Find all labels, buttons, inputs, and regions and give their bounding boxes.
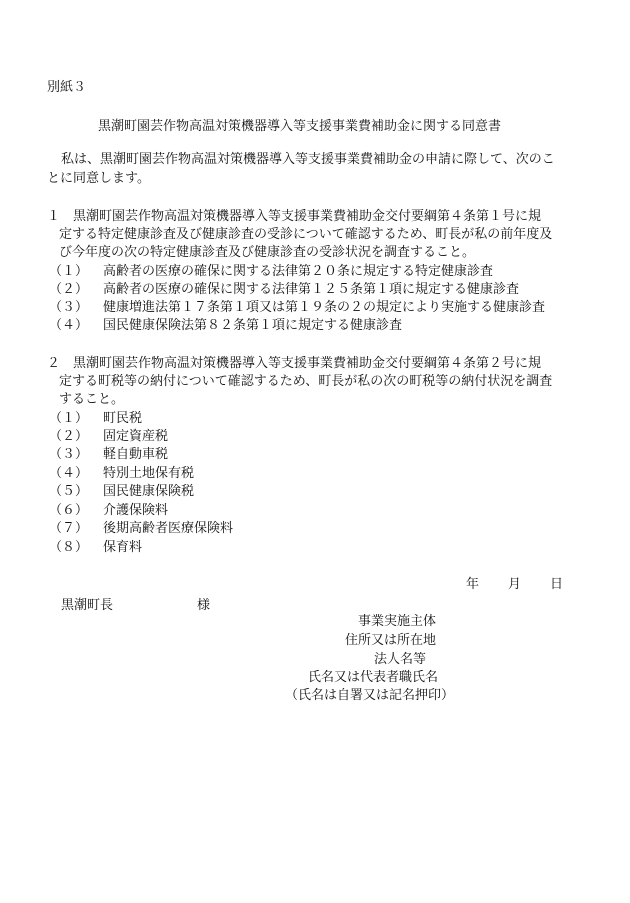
addressee: 黒潮町長 xyxy=(61,598,114,613)
section1-item-2-number: （２） xyxy=(49,282,89,297)
section2-item-3-number: （３） xyxy=(49,447,89,462)
honorific: 様 xyxy=(197,598,211,613)
signature-name-label: 氏名又は代表者職氏名 xyxy=(307,670,438,685)
section1-item-3-number: （３） xyxy=(49,300,89,315)
section2-item-4-number: （４） xyxy=(49,466,89,481)
section2-line-1: ２ 黒潮町園芸作物高温対策機器導入等支援事業費補助金交付要綱第４条第２号に規 xyxy=(47,356,542,371)
signature-corp-name-label: 法人名等 xyxy=(373,652,426,667)
section1-line-3: び今年度の次の特定健康診査及び健康診査の受診状況を調査すること。 xyxy=(59,245,476,260)
annex-label: 別紙３ xyxy=(47,80,87,95)
section2-item-8-number: （８） xyxy=(49,540,89,555)
section2-item-1-text: 町民税 xyxy=(103,411,143,426)
signature-entity-label: 事業実施主体 xyxy=(357,614,436,629)
signature-address-label: 住所又は所在地 xyxy=(344,633,436,648)
section2-item-5-number: （５） xyxy=(49,484,89,499)
section2-item-8-text: 保育料 xyxy=(103,540,143,555)
section2-item-7-number: （７） xyxy=(49,521,89,536)
section2-item-2-text: 固定資産税 xyxy=(103,429,169,444)
section2-line-2: 定する町税等の納付について確認するため、町長が私の次の町税等の納付状況を調査 xyxy=(59,374,553,389)
section2-item-5-text: 国民健康保険税 xyxy=(103,484,195,499)
date-day: 日 xyxy=(550,577,564,592)
section2-item-1-number: （１） xyxy=(49,411,89,426)
signature-note: （氏名は自署又は記名押印） xyxy=(285,688,455,703)
section1-item-3-text: 健康増進法第１７条第１項又は第１９条の２の規定により実施する健康診査 xyxy=(103,300,546,315)
section1-item-2-text: 高齢者の医療の確保に関する法律第１２５条第１項に規定する健康診査 xyxy=(103,282,520,297)
intro-line-2: とに同意します。 xyxy=(47,171,150,186)
document-title: 黒潮町園芸作物高温対策機器導入等支援事業費補助金に関する同意書 xyxy=(98,119,502,134)
section1-line-2: 定する特定健康診査及び健康診査の受診について確認するため、町長が私の前年度及 xyxy=(59,227,553,242)
date-month: 月 xyxy=(508,577,522,592)
section1-item-1-text: 高齢者の医療の確保に関する法律第２０条に規定する特定健康診査 xyxy=(103,264,494,279)
section2-item-7-text: 後期高齢者医療保険料 xyxy=(103,521,234,536)
section2-item-6-text: 介護保険料 xyxy=(103,503,169,518)
section1-line-1: １ 黒潮町園芸作物高温対策機器導入等支援事業費補助金交付要綱第４条第１号に規 xyxy=(47,209,542,224)
intro-line-1: 私は、黒潮町園芸作物高温対策機器導入等支援事業費補助金の申請に際して、次のこ xyxy=(61,152,555,167)
section2-item-6-number: （６） xyxy=(49,503,89,518)
section2-item-4-text: 特別土地保有税 xyxy=(103,466,195,481)
section1-item-1-number: （１） xyxy=(49,264,89,279)
section1-item-4-number: （４） xyxy=(49,318,89,333)
section1-item-4-text: 国民健康保険法第８２条第１項に規定する健康診査 xyxy=(103,318,403,333)
section2-item-2-number: （２） xyxy=(49,429,89,444)
date-year: 年 xyxy=(466,577,480,592)
section2-line-3: すること。 xyxy=(59,392,125,407)
section2-item-3-text: 軽自動車税 xyxy=(103,447,169,462)
